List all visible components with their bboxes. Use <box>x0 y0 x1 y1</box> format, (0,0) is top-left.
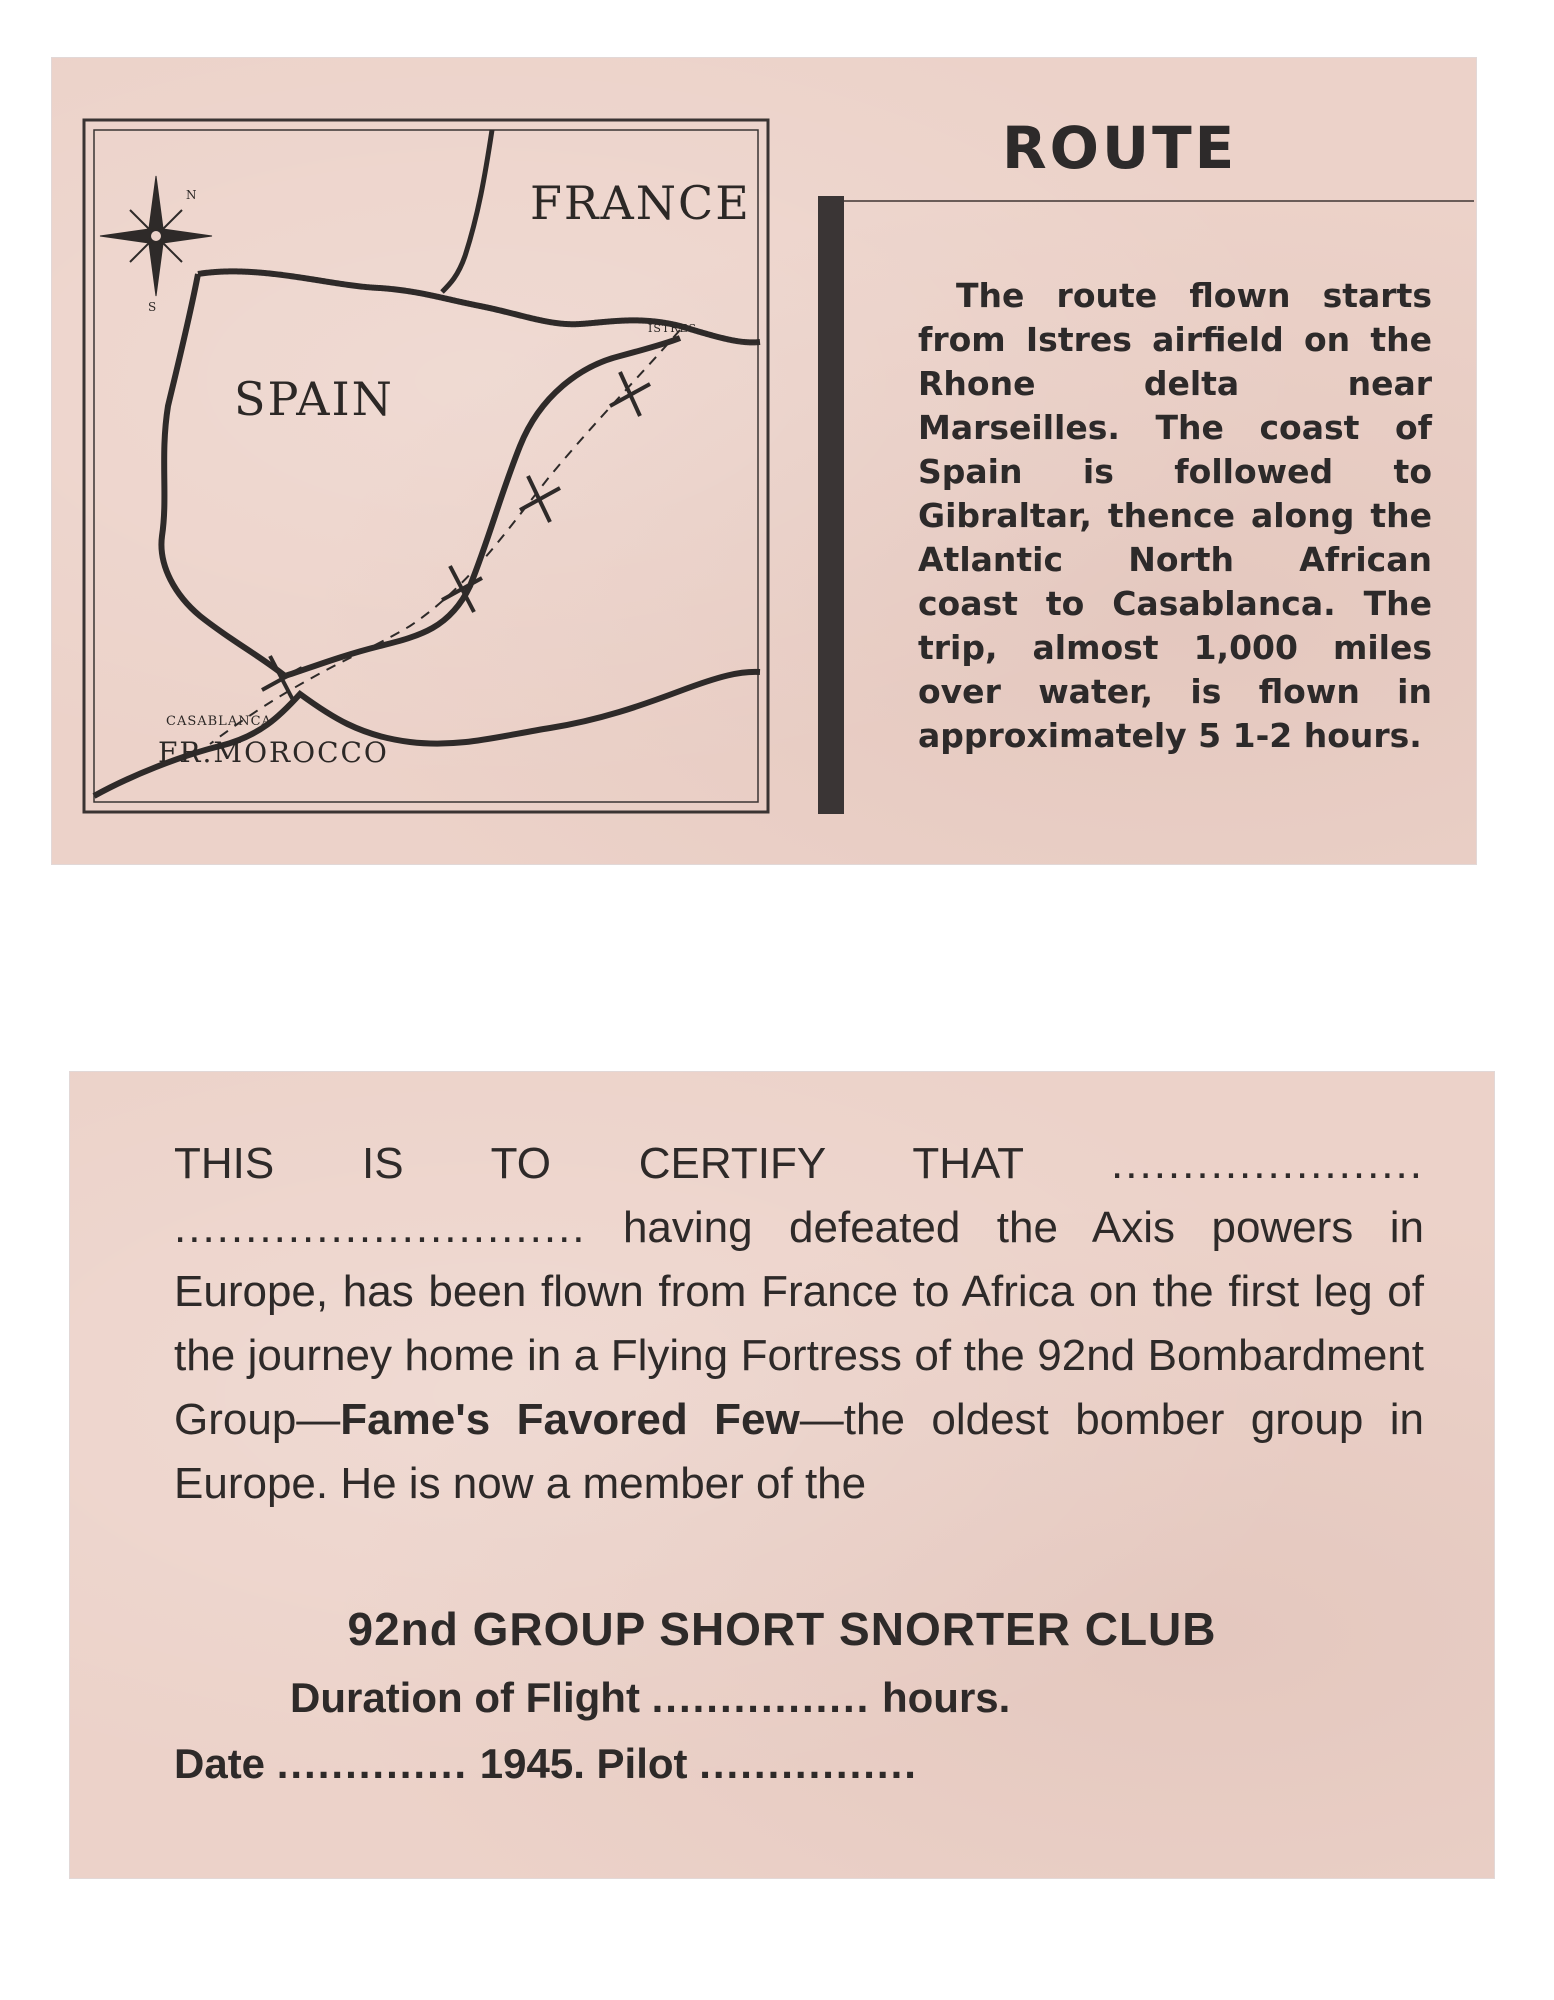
africa-coast-line <box>94 672 760 796</box>
hours-label: hours. <box>881 1674 1011 1721</box>
compass-label-n: N <box>186 188 199 202</box>
duration-blank: ................ <box>651 1674 871 1721</box>
certificate-text <box>174 1132 1424 1516</box>
map-label-casablanca: CASABLANCA <box>166 714 272 729</box>
name-blank-line-2: ............................. <box>174 1203 587 1252</box>
certify-intro: THIS IS TO CERTIFY THAT <box>174 1139 1024 1188</box>
date-label: Date <box>174 1740 266 1787</box>
club-name: 92nd GROUP SHORT SNORTER CLUB <box>347 1603 1217 1655</box>
route-card <box>52 58 1476 864</box>
france-border-line <box>442 130 492 292</box>
airplane-icon <box>610 372 650 416</box>
map-label-spain: SPAIN <box>234 372 394 426</box>
route-map <box>80 116 772 816</box>
certificate-card <box>70 1072 1494 1878</box>
map-label-france: FRANCE <box>530 176 751 230</box>
duration-line <box>290 1674 1010 1722</box>
route-divider-bar <box>818 196 844 814</box>
map-label-istres: ISTRES <box>648 322 698 335</box>
group-nickname: Fame's Favored Few <box>340 1395 800 1444</box>
route-description: The route flown starts from Istres airfield on the Rhone delta near Marseilles. The coast of Spain is followed to Gibraltar, thence along the Atlantic North African coast to Casablanca. The trip, almost 1,000 miles over water, is flown in approximately 5 1-2 hours. <box>918 276 1432 755</box>
certify-text-part1: having defeated the Axis powers in Europe, has been flown from France to Africa on the first leg of the journey home in a Flying Fortress of the 92nd Bombardment Group— <box>174 1203 1424 1444</box>
date-pilot-line <box>174 1740 918 1788</box>
pilot-blank: ................ <box>699 1740 918 1787</box>
date-blank: .............. <box>276 1740 469 1787</box>
spain-coast-line <box>161 274 680 676</box>
pilot-label: Pilot <box>596 1740 688 1787</box>
route-top-rule <box>844 200 1474 202</box>
certify-text-part2: —the oldest bomber group in Europe. He is now a member of the <box>174 1395 1425 1508</box>
name-blank-line-1: ...................... <box>1111 1139 1424 1188</box>
airplane-icon <box>520 476 560 522</box>
year-label: 1945. <box>479 1740 585 1787</box>
compass-label-s: S <box>148 300 159 314</box>
map-label-morocco: FR.MOROCCO <box>158 736 389 769</box>
duration-label: Duration of Flight <box>290 1674 640 1721</box>
route-title: ROUTE <box>1002 114 1238 182</box>
